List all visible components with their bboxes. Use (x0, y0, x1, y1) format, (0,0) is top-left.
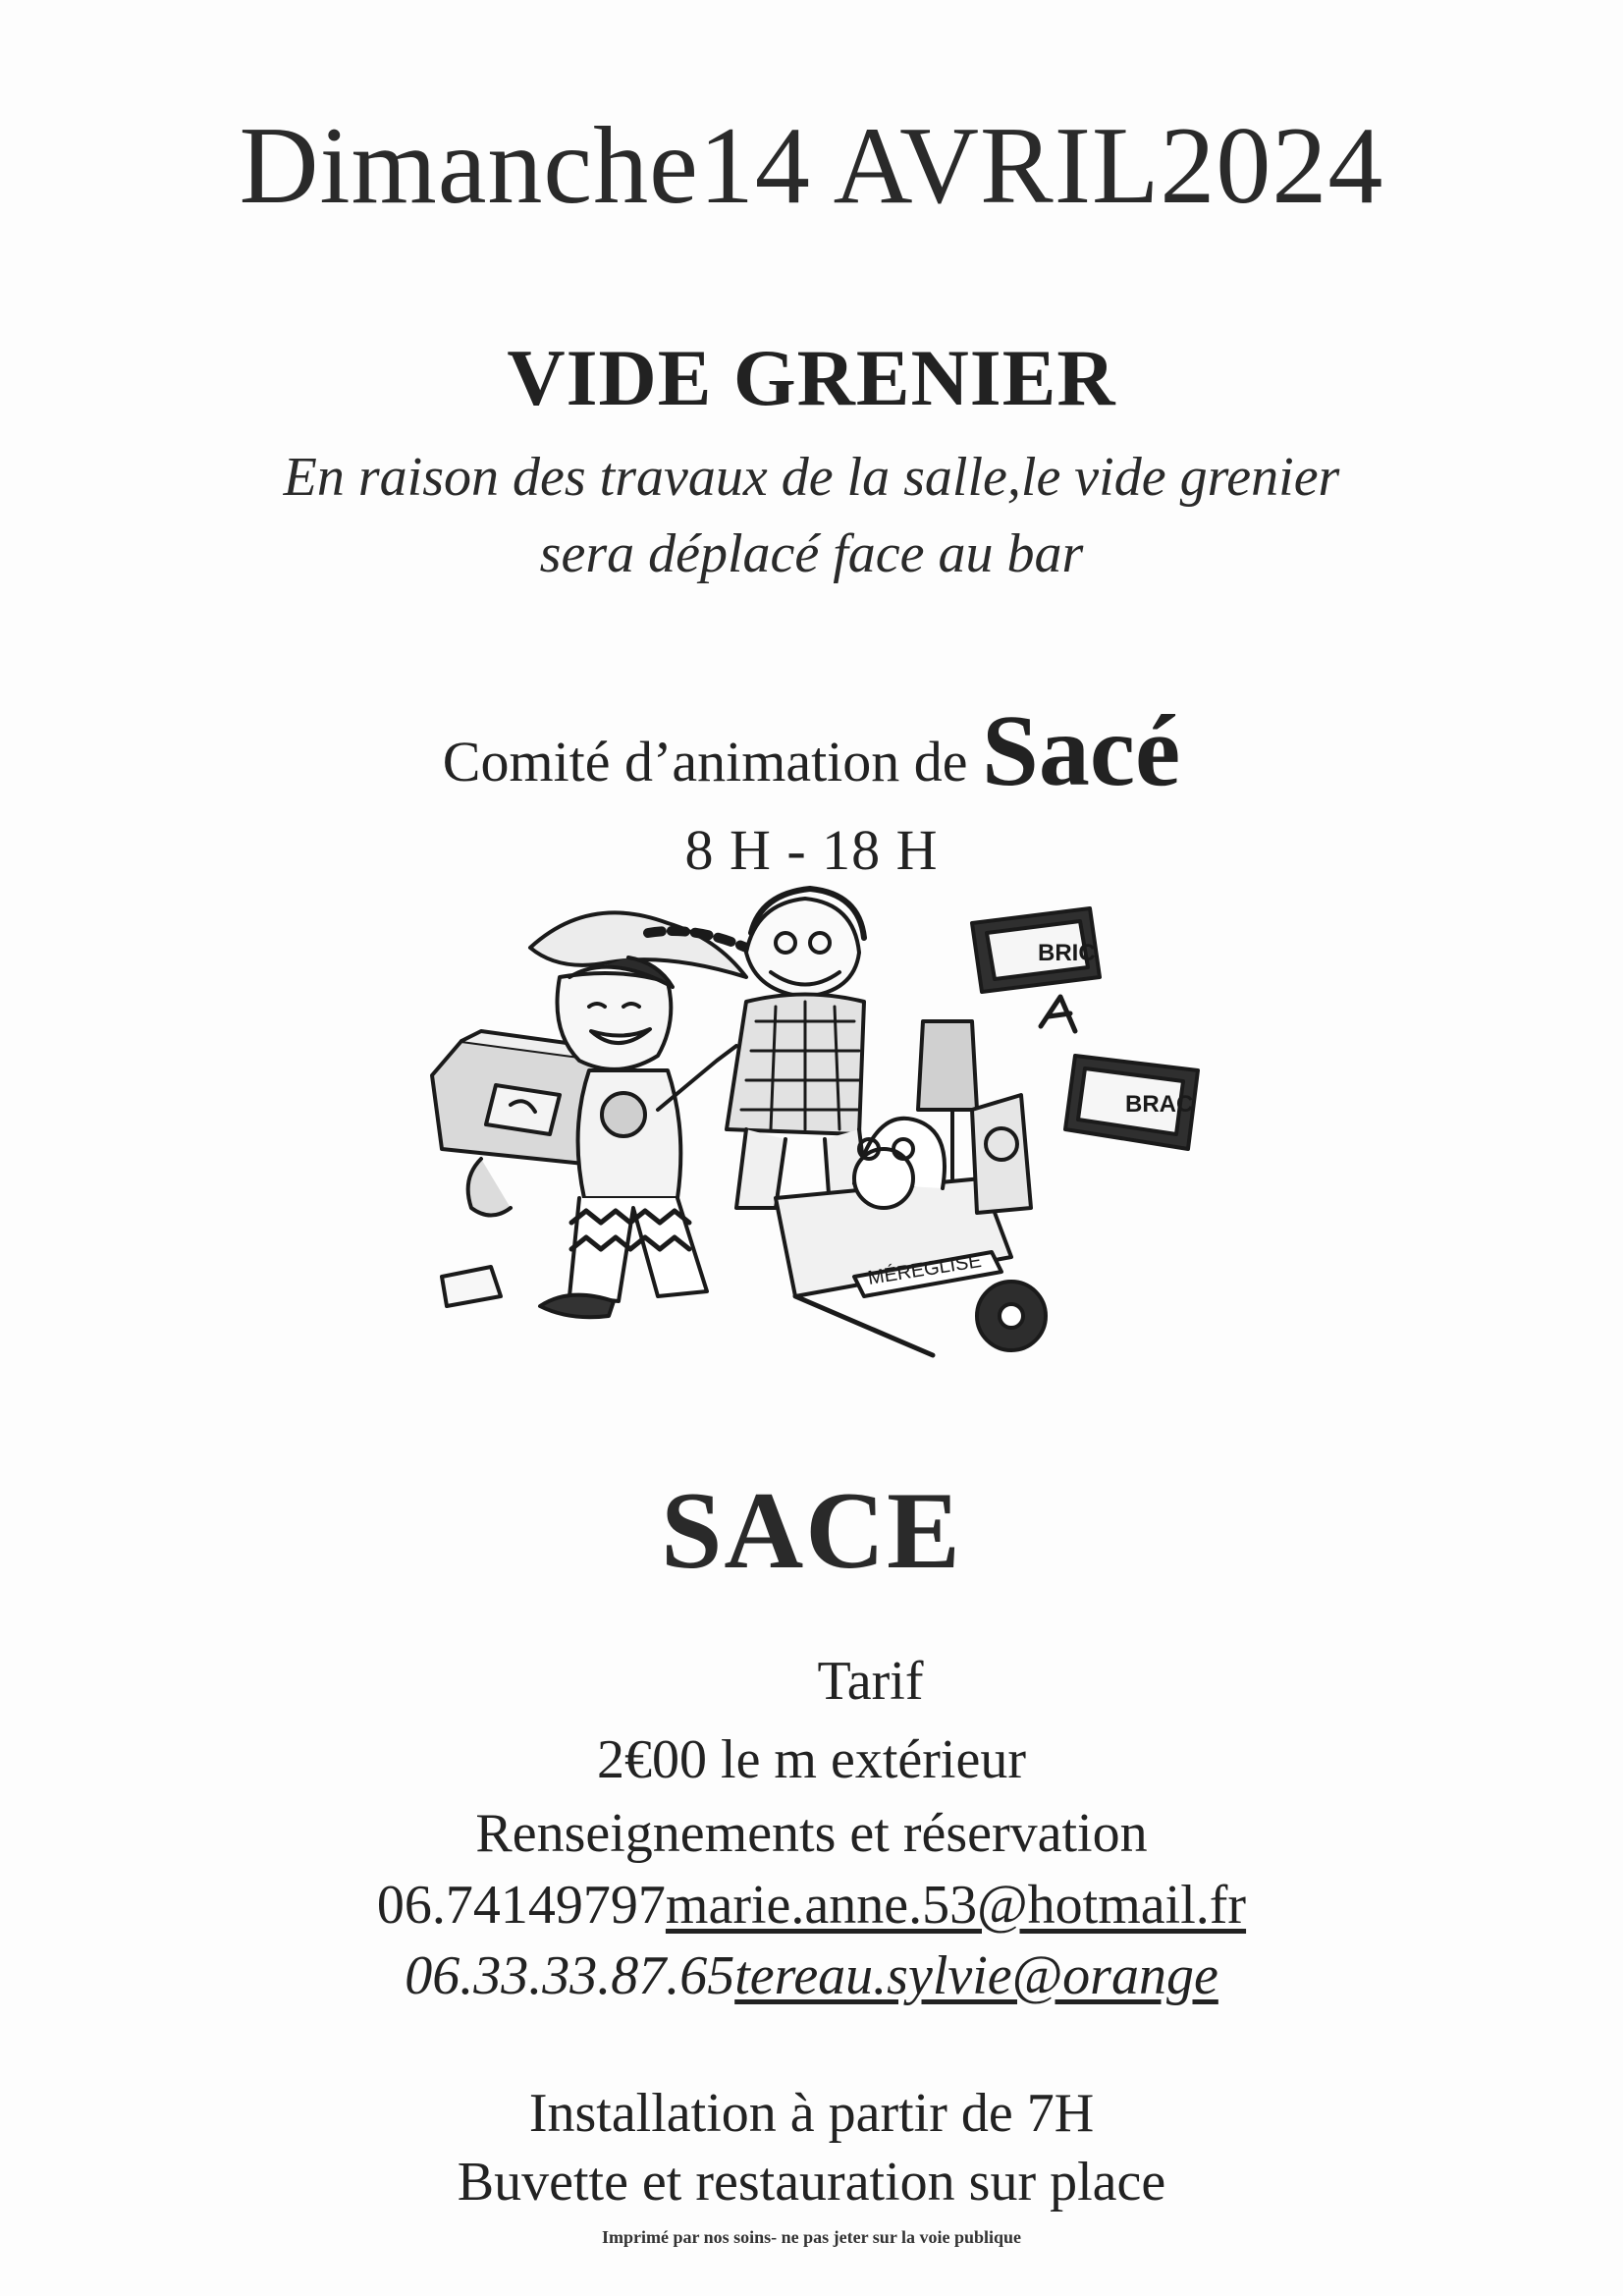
contact-label: Renseignements et réservation (475, 1803, 1148, 1864)
email-2-link[interactable]: tereau.sylvie@orange (734, 1945, 1218, 2006)
tarif-label: Tarif (817, 1651, 924, 1712)
flea-market-cartoon-icon (422, 884, 1227, 1365)
paper-illustration (442, 1267, 501, 1306)
location-title: SACE (661, 1470, 962, 1592)
print-footnote: Imprimé par nos soins- ne pas jeter sur la voie publique (601, 2227, 1022, 2247)
contact-line-2 (0, 1944, 1623, 2007)
contact-line-1 (0, 1874, 1623, 1937)
event-title: VIDE GRENIER (507, 333, 1116, 422)
cart-label: MÉREGLISE (866, 1249, 984, 1289)
a-sign-illustration (1041, 997, 1075, 1031)
opening-hours: 8 H - 18 H (684, 818, 939, 882)
notice-line-2: sera déplacé face au bar (539, 523, 1084, 584)
email-1-link[interactable]: marie.anne.53@hotmail.fr (665, 1875, 1247, 1936)
buvette-info: Buvette et restauration sur place (457, 2152, 1166, 2213)
event-date: Dimanche14 AVRIL2024 (239, 105, 1384, 227)
old-man-illustration (727, 889, 869, 1208)
notice-line-1: En raison des travaux de la salle,le vide grenier (283, 447, 1340, 508)
bric-sign-text: BRIC (1038, 940, 1096, 966)
phone-1: 06.74149797 (376, 1875, 666, 1936)
organizer (0, 692, 1623, 809)
installation-time: Installation à partir de 7H (528, 2083, 1095, 2144)
phone-2: 06.33.33.87.65 (405, 1945, 735, 2006)
tarif-value: 2€00 le m extérieur (597, 1729, 1026, 1790)
organizer-town: Sacé (982, 694, 1181, 807)
organizer-prefix: Comité d’animation de (442, 730, 968, 793)
brac-sign-text: BRAC (1125, 1091, 1194, 1118)
